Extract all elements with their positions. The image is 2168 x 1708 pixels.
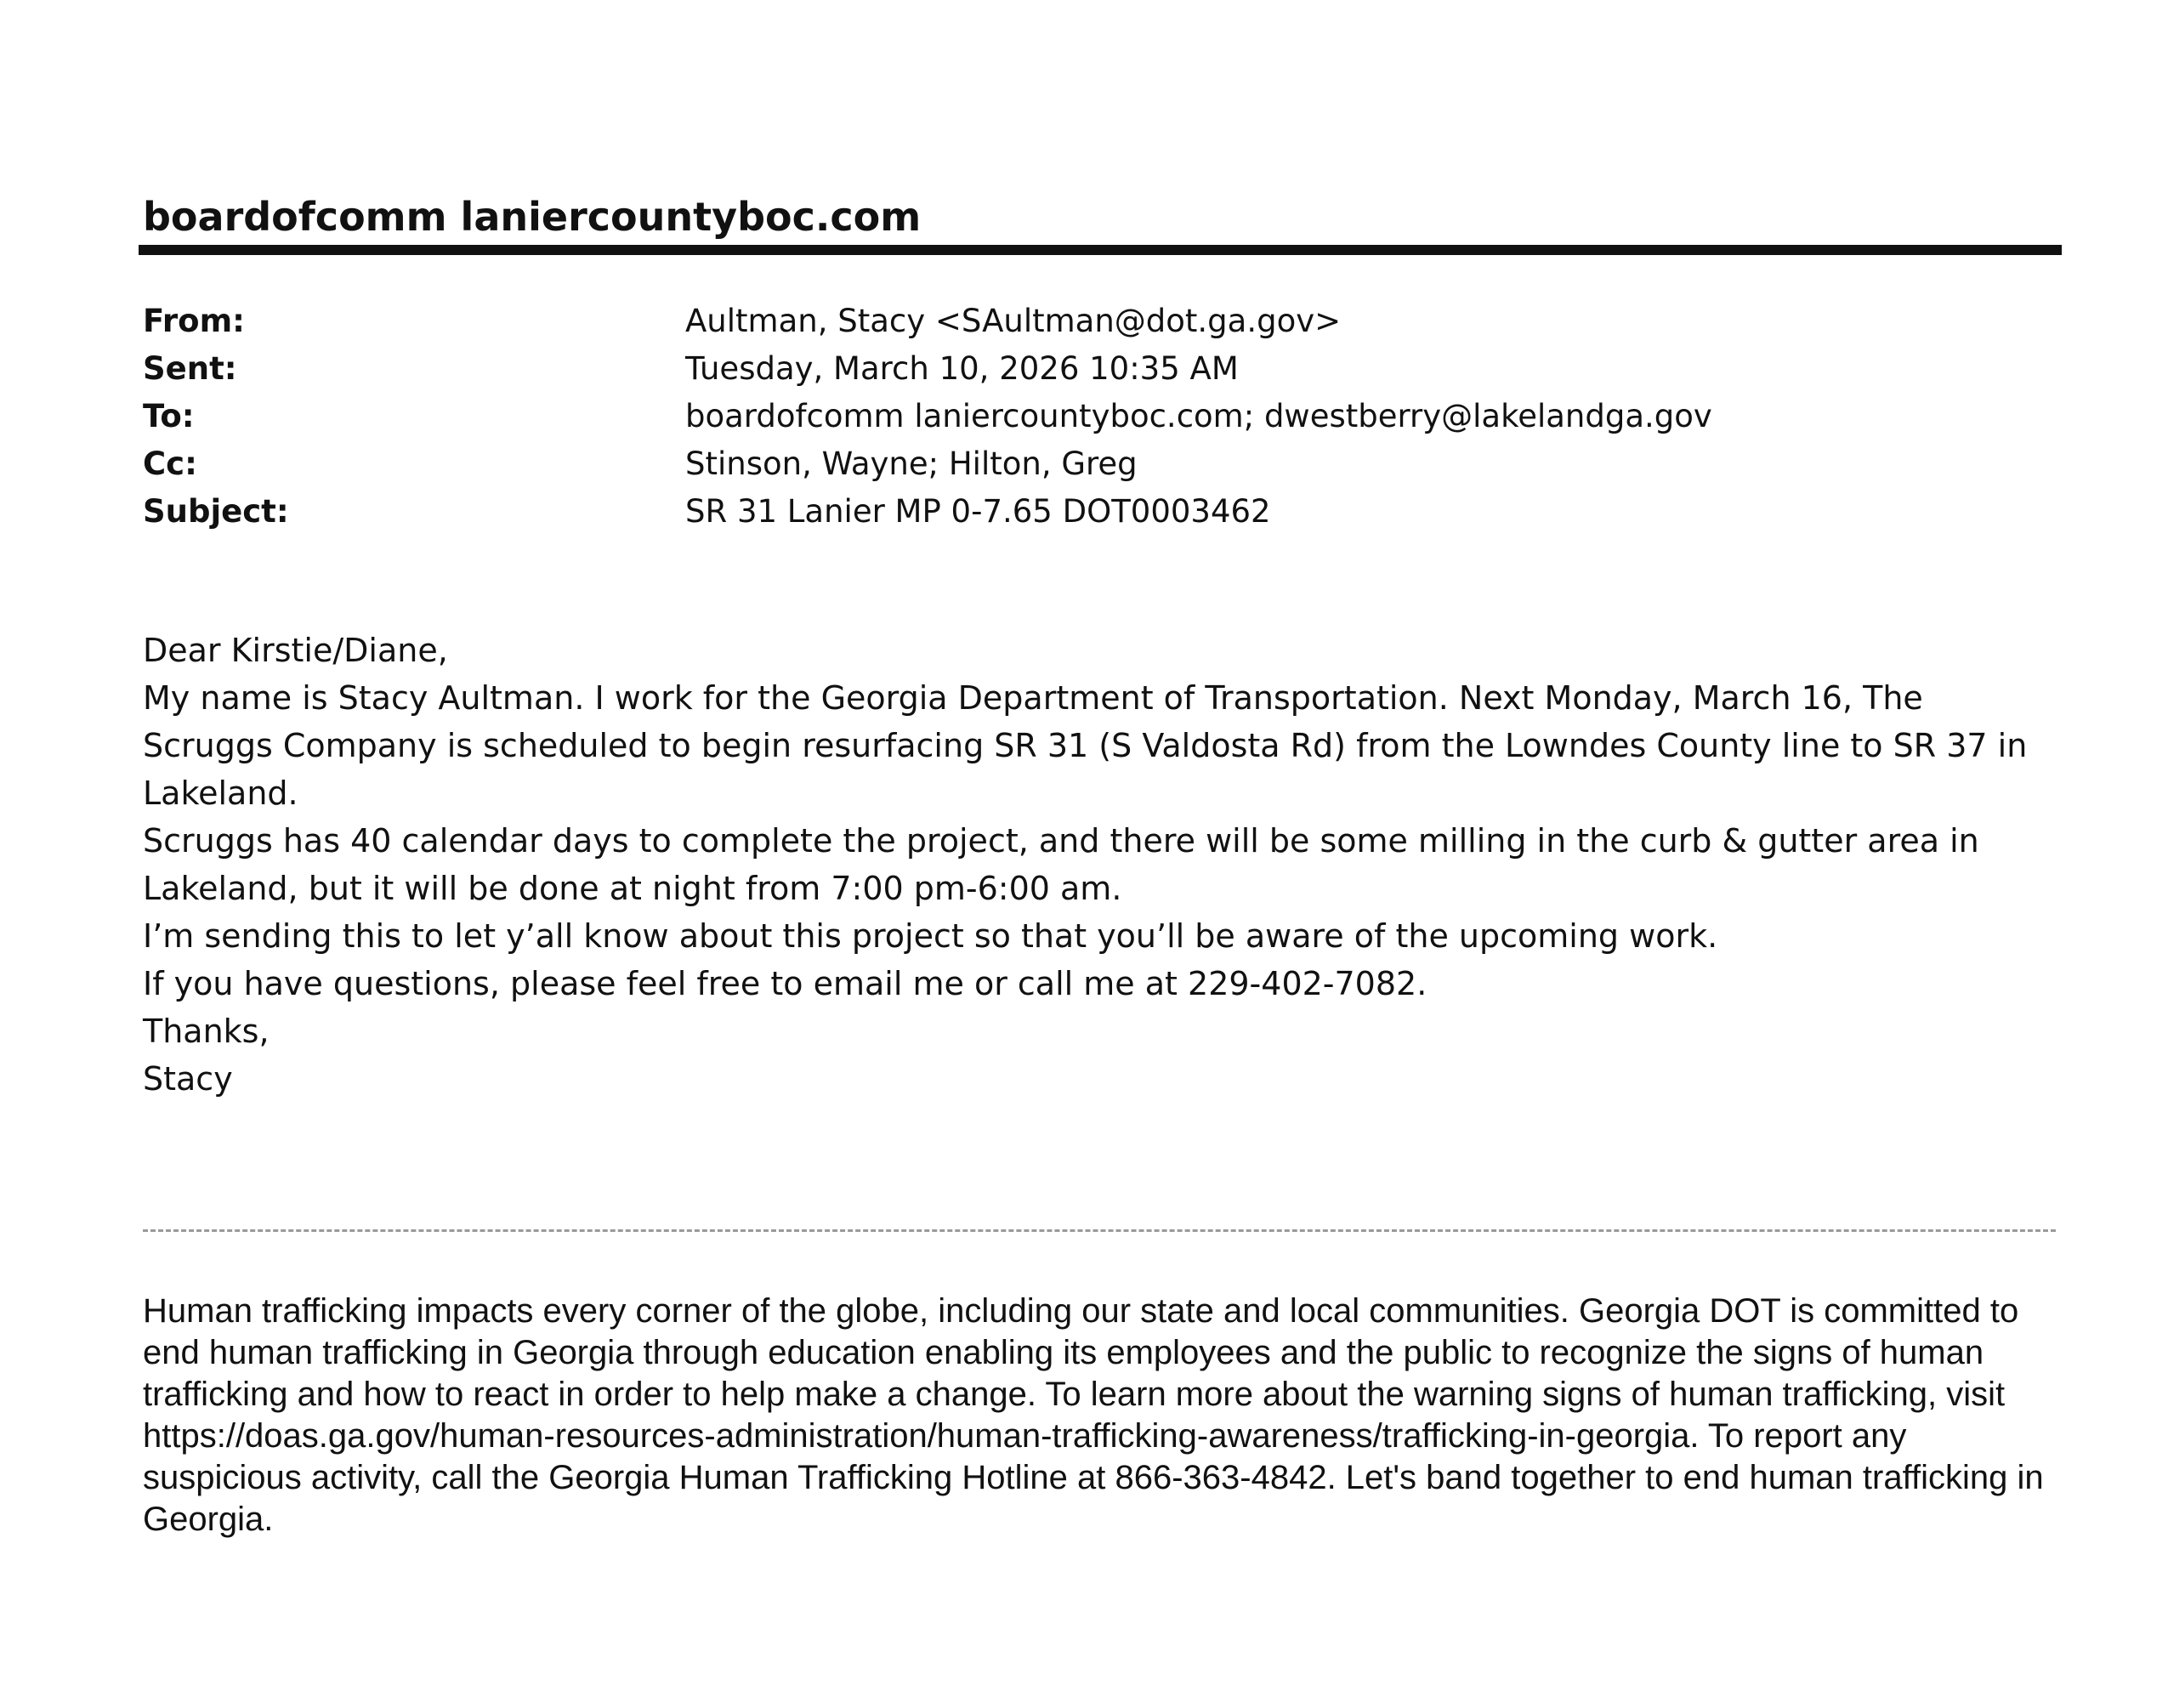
header-row-sent <box>143 345 2056 393</box>
header-row-subject <box>143 488 2056 536</box>
header-row-cc <box>143 440 2056 488</box>
to-label: To: <box>143 398 195 434</box>
human-trafficking-notice: Human trafficking impacts every corner of the globe, including our state and local communities. Georgia DOT is committed to end human trafficking in Georgia through education enabling its employees and the public to recognize the signs of human trafficking and how to react in order to help make a change. To learn more about the warning signs of human trafficking, visit https://doas.ga.gov/human-resources-administration/human-trafficking-awareness/trafficking-in-georgia. To report any suspicious activity, call the Georgia Human Trafficking Hotline at 866-363-4842. Let's band together to end human trafficking in Georgia. <box>143 1292 2044 1538</box>
subject-label: Subject: <box>143 493 289 530</box>
sent-label: Sent: <box>143 350 237 387</box>
from-label: From: <box>143 303 245 339</box>
closing: Thanks, <box>143 1013 270 1050</box>
to-value: boardofcomm laniercountyboc.com; dwestberry@lakelandga.gov <box>685 398 1712 434</box>
email-headers <box>143 298 2056 536</box>
email-body <box>143 627 2047 1103</box>
subject-value: SR 31 Lanier MP 0-7.65 DOT0003462 <box>685 493 1271 530</box>
header-row-from <box>143 298 2056 345</box>
body-paragraph-1: My name is Stacy Aultman. I work for the Georgia Department of Transportation. Next Monday, March 16, The Scruggs Company is scheduled to begin resurfacing SR 31 (S Valdosta Rd) from the Lowndes County line to SR 37 in Lakeland. <box>143 679 2028 812</box>
signature-divider <box>143 1229 2056 1232</box>
greeting: Dear Kirstie/Diane, <box>143 632 448 669</box>
header-row-to <box>143 393 2056 440</box>
sent-value: Tuesday, March 10, 2026 10:35 AM <box>685 350 1239 387</box>
email-footer <box>143 1291 2052 1541</box>
from-value: Aultman, Stacy <SAultman@dot.ga.gov> <box>685 303 1342 339</box>
cc-label: Cc: <box>143 445 197 482</box>
title-rule <box>139 245 2062 255</box>
body-paragraph-3: I’m sending this to let y’all know about this project so that you’ll be aware of the upcoming work. <box>143 917 1718 955</box>
cc-value: Stinson, Wayne; Hilton, Greg <box>685 445 1138 482</box>
mailbox-title: boardofcomm laniercountyboc.com <box>143 194 922 240</box>
signature: Stacy <box>143 1060 233 1098</box>
body-paragraph-2: Scruggs has 40 calendar days to complete the project, and there will be some milling in the curb & gutter area in Lakeland, but it will be done at night from 7:00 pm-6:00 am. <box>143 822 1979 907</box>
body-paragraph-4: If you have questions, please feel free to email me or call me at 229-402-7082. <box>143 965 1427 1002</box>
